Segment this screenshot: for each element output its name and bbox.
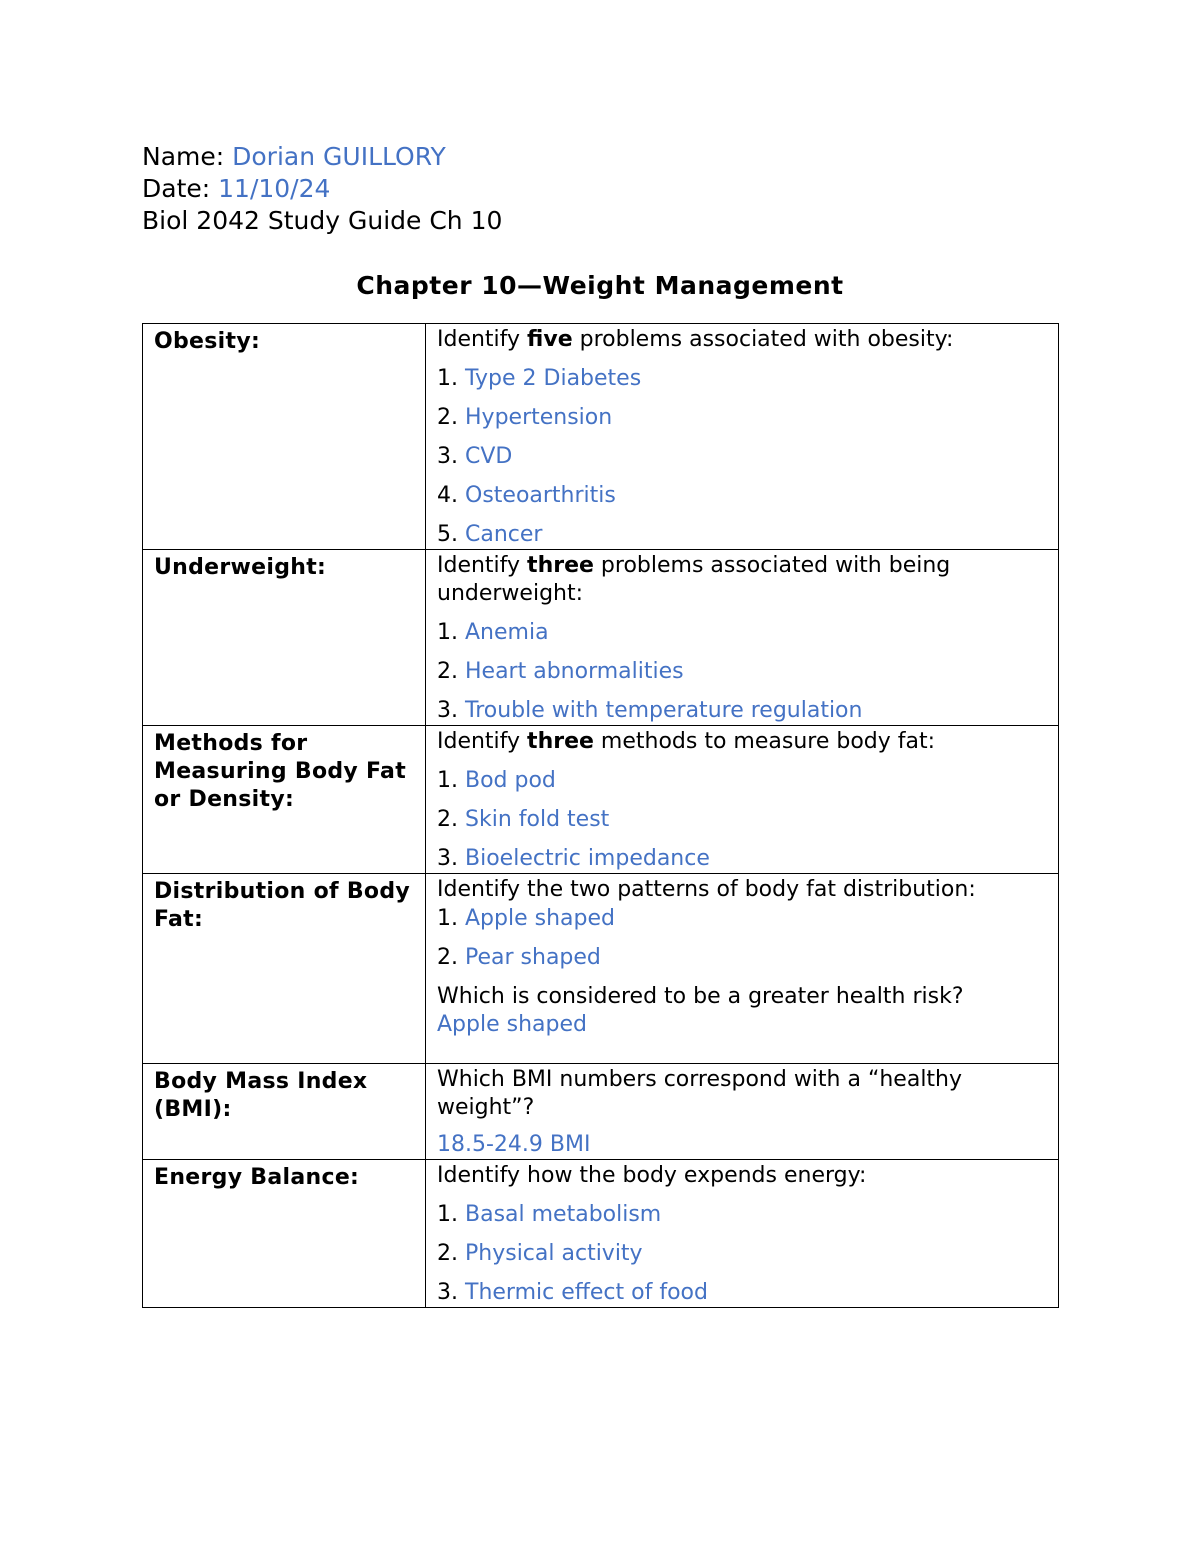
prompt-text: Identify the two patterns of body fat distribution: [437,877,976,902]
list-item: 2. Pear shaped [437,945,601,970]
list-item: 4. Osteoarthritis [437,483,616,508]
prompt-text: Identify five problems associated with obesity: [437,327,954,352]
list-item: 1. Type 2 Diabetes [437,366,642,391]
table-row-methods [143,726,1059,874]
table-row-underweight [143,550,1059,726]
list-item: 3. Bioelectric impedance [437,846,710,871]
risk-answer: Apple shaped [437,1012,587,1037]
date-line [142,173,502,205]
list-item: 2. Heart abnormalities [437,659,684,684]
prompt-text: Which BMI numbers correspond with a “healthy weight”? [437,1067,963,1120]
name-label: Name: [142,142,225,171]
list-item: 3. Thermic effect of food [437,1280,708,1305]
topic-cell: Energy Balance: [143,1160,426,1308]
table-row-bmi [143,1064,1059,1160]
list-item: 1. Apple shaped [437,906,615,931]
table-row-obesity [143,324,1059,550]
list-item: 1. Anemia [437,620,549,645]
name-line [142,141,502,173]
topic-cell: Methods for Measuring Body Fat or Density: [143,726,426,874]
date-value: 11/10/24 [218,174,331,203]
course-line: Biol 2042 Study Guide Ch 10 [142,206,503,235]
risk-question: Which is considered to be a greater health risk? [437,984,964,1009]
study-guide-table [142,323,1059,1308]
list-item: 3. CVD [437,444,513,469]
chapter-title: Chapter 10—Weight Management [356,271,844,300]
list-item: 1. Bod pod [437,768,556,793]
topic-cell: Underweight: [143,550,426,726]
content-cell [426,550,1059,726]
topic-cell: Obesity: [143,324,426,550]
list-item: 1. Basal metabolism [437,1202,662,1227]
topic-cell: Distribution of Body Fat: [143,874,426,1064]
content-cell [426,874,1059,1064]
prompt-text: Identify how the body expends energy: [437,1163,867,1188]
prompt-text: Identify three problems associated with being underweight: [437,553,951,606]
list-item: 2. Skin fold test [437,807,610,832]
topic-cell: Body Mass Index (BMI): [143,1064,426,1160]
list-item: 5. Cancer [437,522,543,547]
content-cell [426,324,1059,550]
prompt-text: Identify three methods to measure body fat: [437,729,936,754]
document-header [142,141,502,237]
list-item: 3. Trouble with temperature regulation [437,698,863,723]
content-cell [426,726,1059,874]
list-item: 2. Physical activity [437,1241,643,1266]
date-label: Date: [142,174,211,203]
content-cell [426,1160,1059,1308]
table-row-energy [143,1160,1059,1308]
table-row-distribution [143,874,1059,1064]
list-item: 2. Hypertension [437,405,613,430]
name-value: Dorian GUILLORY [232,142,446,171]
content-cell [426,1064,1059,1160]
bmi-answer: 18.5-24.9 BMI [437,1132,591,1157]
